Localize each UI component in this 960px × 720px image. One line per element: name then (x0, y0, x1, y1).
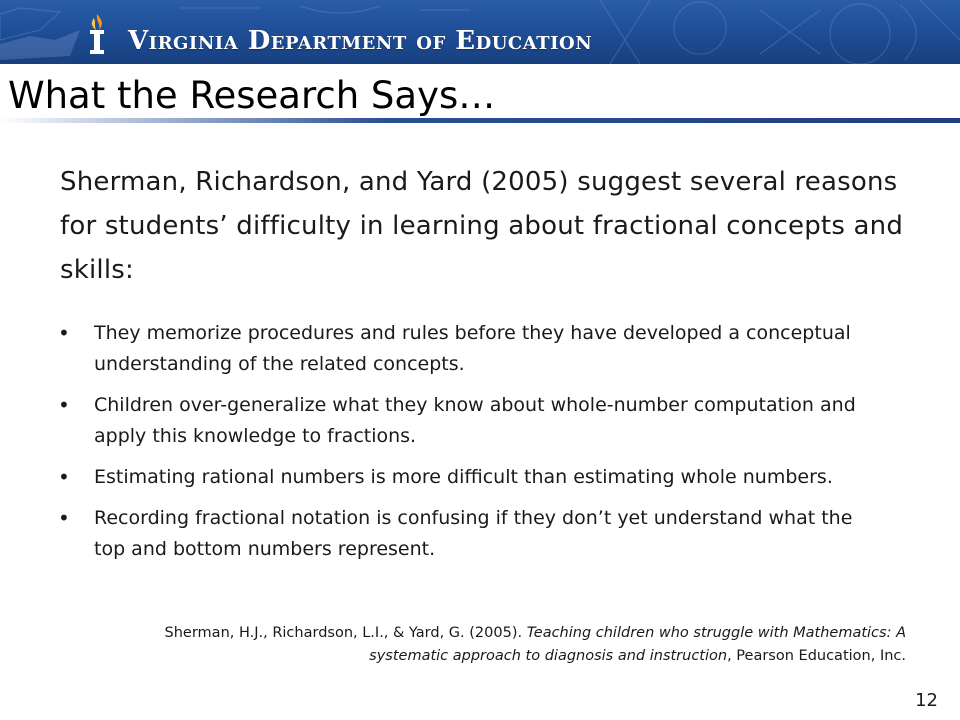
bullet-text: Recording fractional notation is confusing if they don’t yet understand what the top and bottom numbers represent. (94, 507, 853, 560)
bullet-list (58, 318, 878, 575)
torch-logo-icon (82, 12, 112, 56)
bullet-text: Estimating rational numbers is more difficult than estimating whole numbers. (94, 466, 833, 488)
banner-title: Virginia Department of Education (128, 26, 593, 56)
list-item (58, 503, 878, 565)
citation-authors: Sherman, H.J., Richardson, L.I., & Yard, G. (2005). (164, 625, 527, 641)
list-item (58, 462, 878, 493)
intro-paragraph: Sherman, Richardson, and Yard (2005) suggest several reasons for students’ difficulty in learning about fractional concepts and skills: (60, 167, 904, 285)
list-item (58, 390, 878, 452)
page-number: 12 (915, 690, 938, 711)
bullet-icon: • (58, 321, 70, 345)
citation (120, 622, 906, 668)
header-banner (0, 0, 960, 64)
bullet-text: They memorize procedures and rules before they have developed a conceptual understanding of the related concepts. (94, 322, 851, 375)
bullet-icon: • (58, 393, 70, 417)
bullet-icon: • (58, 465, 70, 489)
citation-title: Teaching children who struggle with Mathematics: A systematic approach to diagnosis and instruction (369, 625, 906, 664)
title-divider (0, 118, 960, 123)
citation-publisher: , Pearson Education, Inc. (727, 648, 906, 664)
list-item (58, 318, 878, 380)
slide-title: What the Research Says… (8, 74, 496, 117)
bullet-icon: • (58, 506, 70, 530)
bullet-text: Children over-generalize what they know about whole-number computation and apply this knowledge to fractions. (94, 394, 856, 447)
